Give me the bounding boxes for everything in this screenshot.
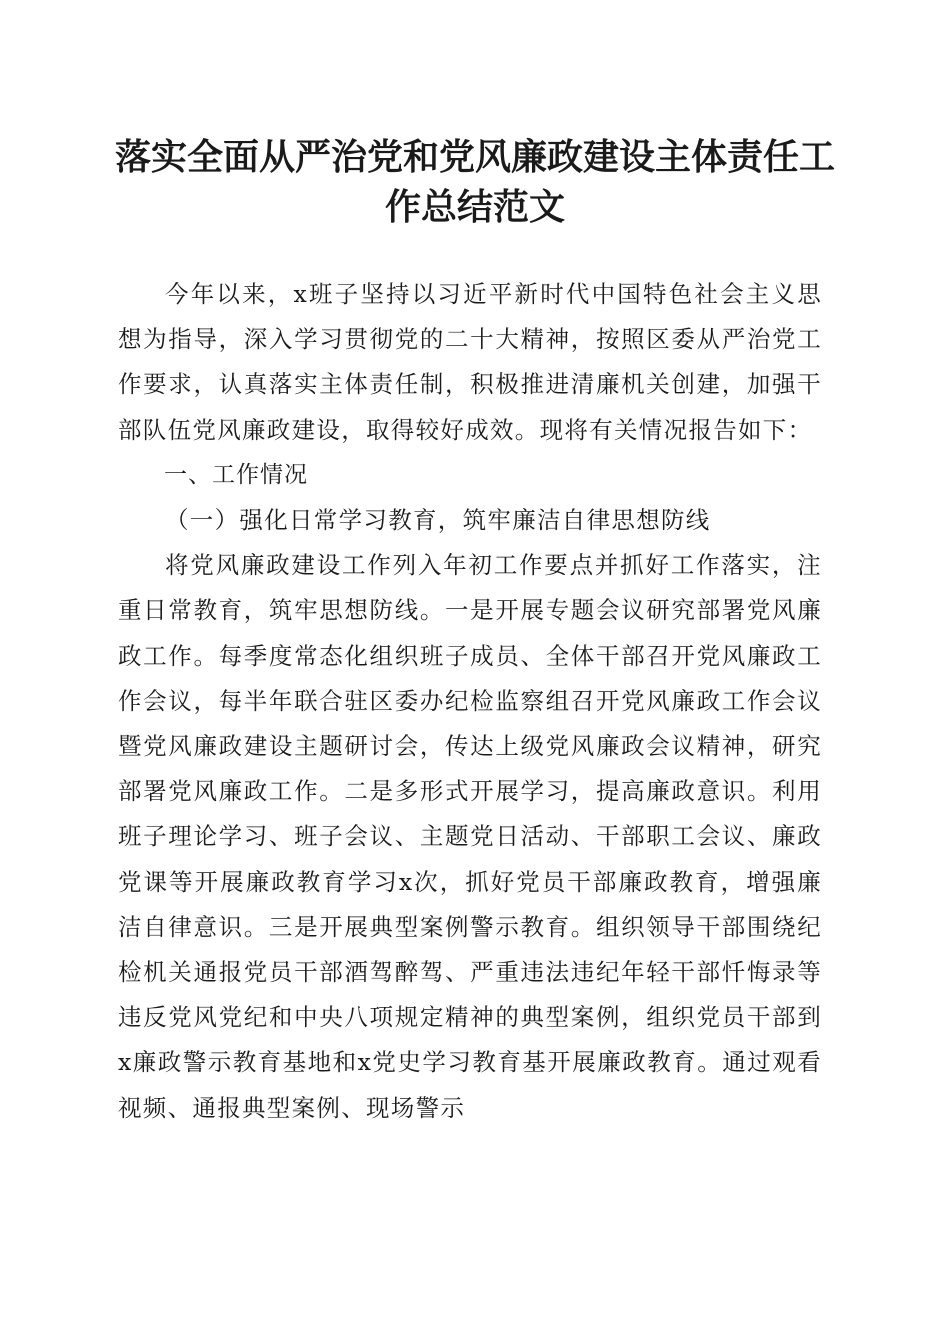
subsection-paragraph: 将党风廉政建设工作列入年初工作要点并抓好工作落实，注重日常教育，筑牢思想防线。一是开展专题会议研究部署党风廉政工作。每季度常态化组织班子成员、全体干部召开党风廉政工作会议，每半年联合驻区委办纪检监察组召开党风廉政工作会议暨党风廉政建设主题研讨会，传达上级党风廉政会议精神，研究部署党风廉政工作。二是多形式开展学习，提高廉政意识。利用班子理论学习、班子会议、主题党日活动、干部职工会议、廉政党课等开展廉政教育学习x次，抓好党员干部廉政教育，增强廉洁自律意识。三是开展典型案例警示教育。组织领导干部围绕纪检机关通报党员干部酒驾醉驾、严重违法违纪年轻干部忏悔录等违反党风党纪和中央八项规定精神的典型案例，组织党员干部到x廉政警示教育基地和x党史学习教育基开展廉政教育。通过观看视频、通报典型案例、现场警示	[118, 551, 822, 1122]
subsection-heading: （一）强化日常学习教育，筑牢廉洁自律思想防线	[165, 506, 711, 535]
intro-paragraph: 今年以来，x班子坚持以习近平新时代中国特色社会主义思想为指导，深入学习贯彻党的二十大精神，按照区委从严治党工作要求，认真落实主体责任制，积极推进清廉机关创建，加强干部队伍党风廉政建设，取得较好成效。现将有关情况报告如下：	[118, 280, 822, 444]
document-title: 落实全面从严治党和党风廉政建设主体责任工作总结范文	[114, 137, 835, 228]
document-body	[118, 272, 822, 1131]
section-heading: 一、工作情况	[164, 461, 308, 488]
